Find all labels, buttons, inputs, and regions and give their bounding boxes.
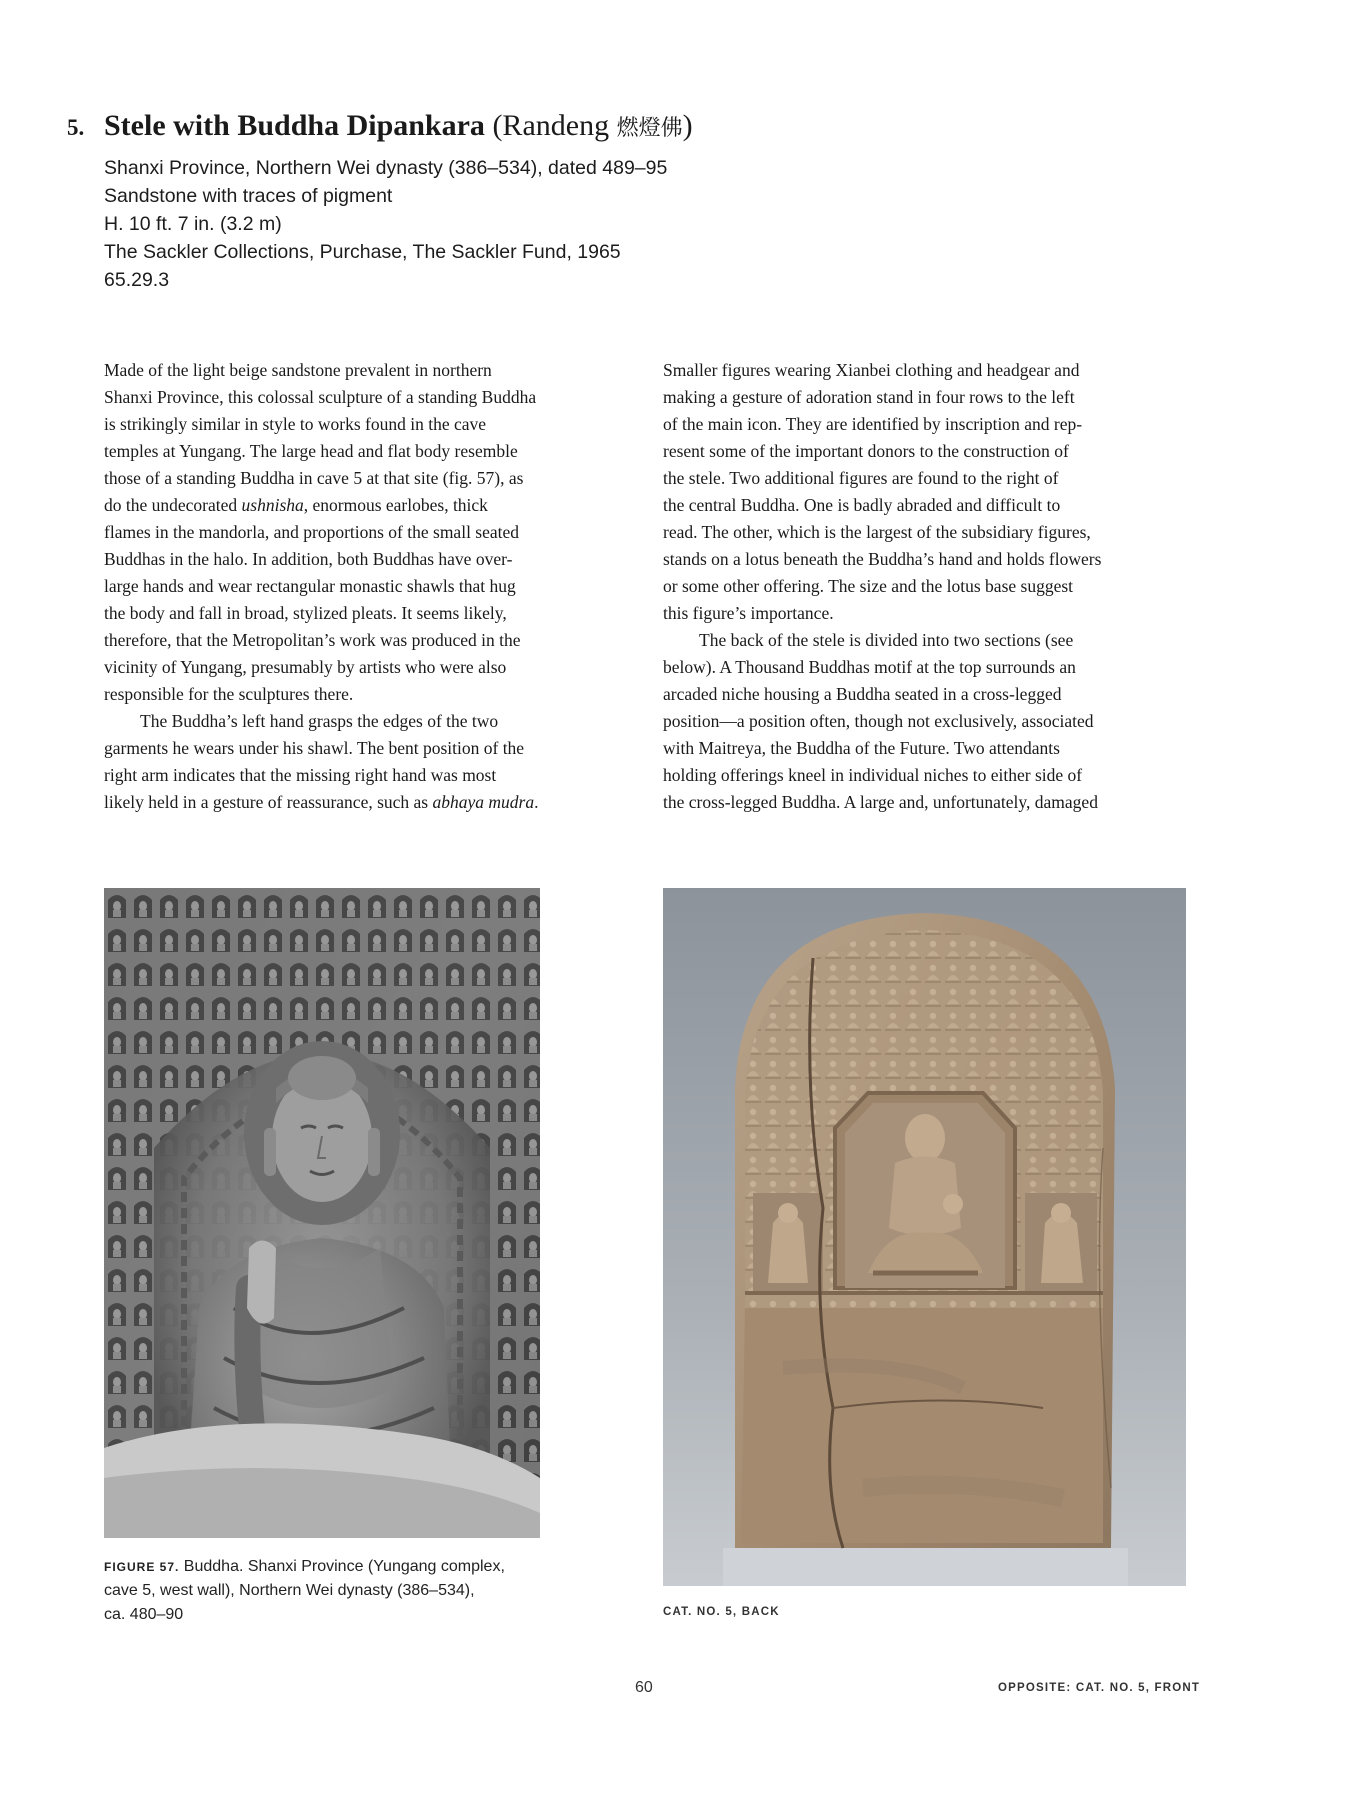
paragraph: [104, 708, 628, 816]
text-line: arcaded niche housing a Buddha seated in a cross-legged: [663, 684, 1062, 704]
text-line: therefore, that the Metropolitan’s work was produced in the: [104, 630, 521, 650]
text-line: the stele. Two additional figures are found to the right of: [663, 468, 1059, 488]
text-line: with Maitreya, the Buddha of the Future. Two attendants: [663, 738, 1060, 758]
text-line: holding offerings kneel in individual niches to either side of: [663, 765, 1083, 785]
italic-term: abhaya mudra: [432, 792, 535, 812]
paragraph: [663, 627, 1193, 816]
text-line: vicinity of Yungang, presumably by artists who were also: [104, 657, 507, 677]
opposite-caption: OPPOSITE: CAT. NO. 5, FRONT: [998, 1682, 1201, 1694]
text-line: The Buddha’s left hand grasps the edges of the two: [140, 711, 499, 731]
text-line: the cross-legged Buddha. A large and, unfortunately, damaged: [663, 792, 1098, 812]
text-line: the central Buddha. One is badly abraded and difficult to: [663, 495, 1061, 515]
text-line: read. The other, which is the largest of the subsidiary figures,: [663, 522, 1091, 542]
entry-title-paren-open: (Randeng: [492, 109, 617, 142]
caption-text: Buddha. Shanxi Province (Yungang complex,: [179, 1558, 505, 1575]
text-line: [104, 492, 628, 519]
caption-text: cave 5, west wall), Northern Wei dynasty (386–534),: [104, 1582, 475, 1599]
entry-title-text: Stele with Buddha Dipankara: [104, 109, 485, 142]
text-run: likely held in a gesture of reassurance, such as: [104, 792, 433, 812]
text-line: responsible for the sculptures there.: [104, 684, 354, 704]
text-line: is strikingly similar in style to works found in the cave: [104, 414, 487, 434]
text-line: large hands and wear rectangular monastic shawls that hug: [104, 576, 516, 596]
paragraph: [104, 357, 628, 708]
stele-back-photo: [663, 888, 1186, 1586]
meta-dimensions: H. 10 ft. 7 in. (3.2 m): [104, 213, 282, 235]
caption-text: ca. 480–90: [104, 1606, 184, 1623]
paragraph: [663, 357, 1193, 627]
text-line: Buddhas in the halo. In addition, both Buddhas have over-: [104, 549, 513, 569]
italic-term: ushnisha: [241, 495, 304, 515]
text-line: this figure’s importance.: [663, 603, 834, 623]
text-line: below). A Thousand Buddhas motif at the top surrounds an: [663, 657, 1076, 677]
figure-57-photo: [104, 888, 540, 1538]
text-run: , enormous earlobes, thick: [303, 495, 488, 515]
text-line: Shanxi Province, this colossal sculpture of a standing Buddha: [104, 387, 537, 407]
text-line: right arm indicates that the missing right hand was most: [104, 765, 497, 785]
text-line: position—a position often, though not exclusively, associated: [663, 711, 1094, 731]
text-line: making a gesture of adoration stand in four rows to the left: [663, 387, 1075, 407]
text-line: [104, 789, 628, 816]
text-line: those of a standing Buddha in cave 5 at that site (fig. 57), as: [104, 468, 524, 488]
text-line: stands on a lotus beneath the Buddha’s hand and holds flowers: [663, 549, 1102, 569]
text-line: the body and fall in broad, stylized pleats. It seems likely,: [104, 603, 507, 623]
meta-material: Sandstone with traces of pigment: [104, 185, 393, 207]
entry-title-paren-close: ): [682, 109, 693, 142]
body-column-left: [104, 357, 628, 816]
figure-label: FIGURE 57.: [104, 1560, 180, 1574]
text-line: Smaller figures wearing Xianbei clothing and headgear and: [663, 360, 1080, 380]
body-column-right: [663, 357, 1193, 816]
page-number: 60: [635, 1679, 653, 1696]
text-run: .: [534, 792, 539, 812]
figure-57-caption: [104, 1555, 564, 1627]
meta-provenance: Shanxi Province, Northern Wei dynasty (386–534), dated 489–95: [104, 157, 668, 179]
text-line: or some other offering. The size and the lotus base suggest: [663, 576, 1074, 596]
object-metadata: [104, 154, 904, 294]
text-line: temples at Yungang. The large head and flat body resemble: [104, 441, 518, 461]
entry-number: 5.: [67, 115, 85, 140]
text-line: resent some of the important donors to the construction of: [663, 441, 1069, 461]
text-run: do the undecorated: [104, 495, 242, 515]
meta-accession-number: 65.29.3: [104, 269, 170, 291]
text-line: Made of the light beige sandstone prevalent in northern: [104, 360, 492, 380]
stele-back-caption: CAT. NO. 5, BACK: [663, 1606, 780, 1618]
text-line: flames in the mandorla, and proportions of the small seated: [104, 522, 520, 542]
meta-credit-line: The Sackler Collections, Purchase, The Sackler Fund, 1965: [104, 241, 621, 263]
text-line: The back of the stele is divided into two sections (see: [699, 630, 1074, 650]
text-line: garments he wears under his shawl. The bent position of the: [104, 738, 525, 758]
entry-title-cjk: 燃燈佛: [616, 116, 683, 141]
entry-title: [67, 108, 1267, 147]
text-line: of the main icon. They are identified by inscription and rep-: [663, 414, 1083, 434]
